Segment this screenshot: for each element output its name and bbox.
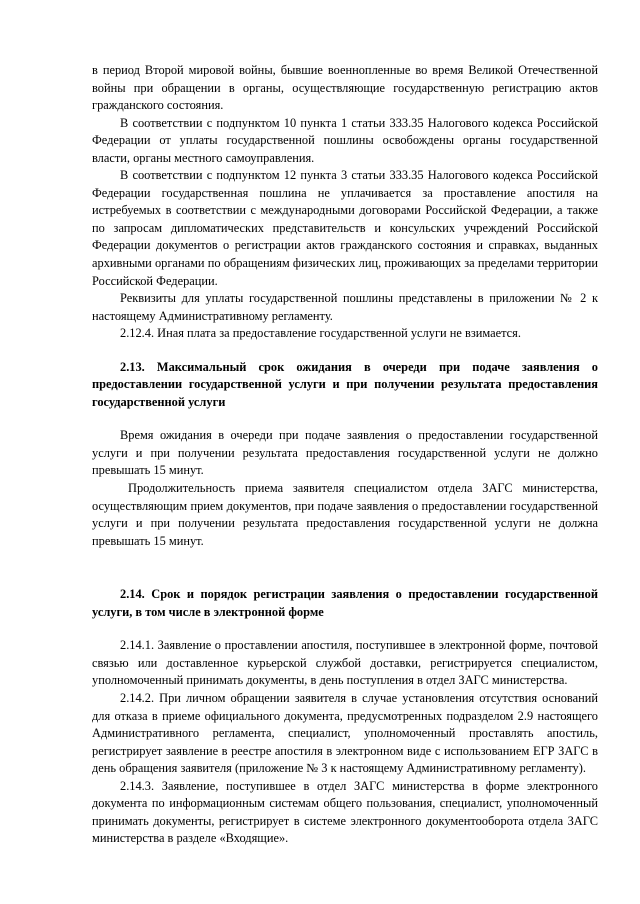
paragraph-2-14-2: 2.14.2. При личном обращении заявителя в случае установления отсутствия оснований для отказа в приеме официального документа, предусмотренных подразделом 2.9 настоящего Административного регламента, специалист, уполномоченный проставлять апостиль, регистрирует заявление в реестре апостиля в электронном виде с использованием ЕГР ЗАГС в день обращения заявителя (приложение № 3 к настоящему Административному регламенту). xyxy=(92,690,598,776)
paragraph-payment-details: Реквизиты для уплаты государственной пошлины представлены в приложении № 2 к настоящему Административному регламенту. xyxy=(92,291,598,323)
paragraph-2-14-3: 2.14.3. Заявление, поступившее в отдел ЗАГС министерства в форме электронного документа по информационным системам общего пользования, специалист, уполномоченный принимать документы, регистрирует в системе электронного документооборота отдела ЗАГС министерства в разделе «Входящие». xyxy=(92,778,598,846)
paragraph-2-14-1: 2.14.1. Заявление о проставлении апостиля, поступившее в электронной форме, почтовой связью или доставленное курьерской службой доставки, регистрируется специалистом, уполномоченный принимать документы, в день поступления в отдел ЗАГС министерства. xyxy=(92,638,598,688)
heading-2-13: 2.13. Максимальный срок ожидания в очереди при подаче заявления о предоставлении государственной услуги и при получении результата предоставления государственной услуги xyxy=(92,359,598,409)
document-page xyxy=(92,62,598,848)
paragraph-2-12-4: 2.12.4. Иная плата за предоставление государственной услуги не взимается. xyxy=(120,326,521,341)
heading-2-14: 2.14. Срок и порядок регистрации заявления о предоставлении государственной услуги, в том числе в электронной форме xyxy=(92,587,598,619)
paragraph-tax-code-12: В соответствии с подпунктом 12 пункта 3 статьи 333.35 Налогового кодекса Российской Федерации государственная пошлина не уплачивается за проставление апостиля на истребуемых в соответствии с международными договорами Российской Федерации, а также по запросам дипломатических представительств и консульских учреждений Российской Федерации документов о регистрации актов гражданского состояния и справках, выданных архивными органами по обращениям физических лиц, проживающих за пределами территории Российской Федерации. xyxy=(92,168,598,288)
paragraph-reception-duration: Продолжительность приема заявителя специалистом отдела ЗАГС министерства, осуществляющим прием документов, при подаче заявления о предоставлении государственной услуги и при получении результата предоставления государственной услуги не должна превышать 15 минут. xyxy=(92,481,598,548)
paragraph-tax-code-10: В соответствии с подпунктом 10 пункта 1 статьи 333.35 Налогового кодекса Российской Федерации от уплаты государственной пошлины освобождены органы государственной власти, органы местного самоуправления. xyxy=(92,115,598,165)
paragraph-queue-wait: Время ожидания в очереди при подаче заявления о предоставлении государственной услуги и при получении результата предоставления государственной услуги не должно превышать 15 минут. xyxy=(92,428,598,478)
paragraph-wartime-pow: в период Второй мировой войны, бывшие военнопленные во время Великой Отечественной войны при обращении в органы, осуществляющие государственную регистрацию актов гражданского состояния. xyxy=(92,63,598,113)
